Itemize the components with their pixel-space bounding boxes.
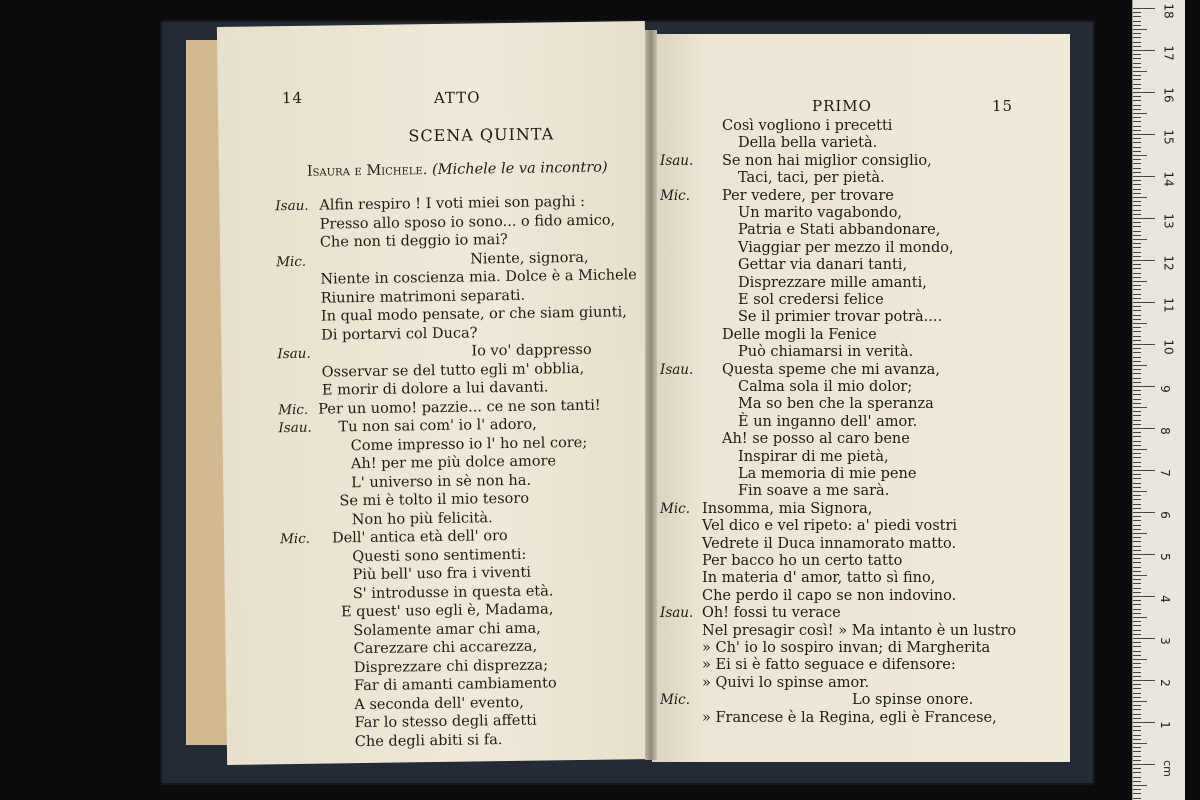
ruler-tick: [1133, 747, 1141, 748]
verse-line: Più bell' uso fra i viventi: [352, 564, 532, 584]
ruler-tick: [1133, 638, 1155, 639]
ruler-number: 6: [1157, 511, 1172, 519]
ruler-tick: [1133, 512, 1155, 513]
verse-line: Di portarvi col Duca?: [321, 324, 478, 344]
ruler-tick: [1133, 8, 1155, 9]
ruler-tick: [1133, 155, 1147, 156]
ruler-tick: [1133, 168, 1141, 169]
verse-line: Oh! fossi tu verace: [702, 605, 841, 622]
ruler-tick: [1133, 634, 1141, 635]
ruler-tick: [1133, 798, 1141, 799]
ruler-tick: [1133, 226, 1141, 227]
ruler-tick: [1133, 743, 1147, 744]
ruler-number: 7: [1157, 469, 1172, 477]
ruler-tick: [1133, 680, 1155, 681]
ruler-tick: [1133, 403, 1141, 404]
ruler-tick: [1133, 491, 1147, 492]
verse-line: Fin soave a me sarà.: [738, 483, 890, 500]
verse-line: Ah! se posso al caro bene: [722, 431, 910, 448]
ruler-tick: [1133, 554, 1155, 555]
verse-line: Che degli abiti si fa.: [354, 731, 503, 750]
stage-direction: (Michele le va incontro): [431, 159, 608, 179]
ruler-tick: [1133, 785, 1147, 786]
verse-line: Solamente amar chi ama,: [353, 620, 541, 639]
ruler-tick: [1133, 369, 1141, 370]
ruler-tick: [1133, 50, 1155, 51]
ruler-tick: [1133, 684, 1141, 685]
ruler-tick: [1133, 84, 1141, 85]
ruler-tick: [1133, 701, 1147, 702]
ruler-tick: [1133, 663, 1141, 664]
ruler-tick: [1133, 525, 1141, 526]
ruler-tick: [1133, 361, 1141, 362]
ruler-tick: [1133, 306, 1141, 307]
speaker-label: Mic.: [276, 253, 307, 270]
speaker-label: Mic.: [660, 500, 690, 517]
ruler-number: 15: [1161, 129, 1176, 145]
verse-line: Se il primier trovar potrà....: [738, 309, 943, 326]
ruler-tick: [1133, 25, 1141, 26]
ruler-tick: [1133, 777, 1141, 778]
ruler-tick: [1133, 462, 1141, 463]
ruler-number: 8: [1157, 427, 1172, 435]
ruler-tick: [1133, 222, 1141, 223]
verse-line: Taci, taci, per pietà.: [738, 170, 885, 187]
ruler-tick: [1133, 340, 1141, 341]
verse-line: E morir di dolore a lui davanti.: [321, 379, 549, 399]
verse-line: Se mi è tolto il mio tesoro: [339, 490, 530, 510]
verse-line: » Francese è la Regina, egli è Francese,: [702, 709, 997, 726]
ruler-tick: [1133, 428, 1155, 429]
verse-line: Niente, signora,: [470, 249, 589, 268]
ruler-tick: [1133, 348, 1141, 349]
ruler-tick: [1133, 436, 1141, 437]
ruler-tick: [1133, 558, 1141, 559]
speaker-label: Isau.: [660, 361, 694, 378]
ruler-number: 9: [1157, 385, 1172, 393]
ruler-tick: [1133, 96, 1141, 97]
speaker-label: Isau.: [277, 345, 311, 363]
ruler-tick: [1133, 386, 1155, 387]
ruler-tick: [1133, 420, 1141, 421]
ruler-tick: [1133, 289, 1141, 290]
ruler-tick: [1133, 147, 1141, 148]
ruler-tick: [1133, 550, 1141, 551]
ruler-tick: [1133, 210, 1141, 211]
page-number-left: 14: [281, 88, 304, 108]
ruler-tick: [1133, 487, 1141, 488]
ruler-tick: [1133, 239, 1147, 240]
ruler-number: 3: [1157, 637, 1172, 645]
verse-line: Questi sono sentimenti:: [352, 546, 527, 565]
ruler-tick: [1133, 617, 1147, 618]
ruler-tick: [1133, 726, 1141, 727]
ruler-tick: [1133, 54, 1141, 55]
ruler-tick: [1133, 390, 1141, 391]
verse-line: Osservar se del tutto egli m' obblia,: [321, 360, 585, 381]
ruler-tick: [1133, 315, 1141, 316]
verse-line: Io vo' dappresso: [471, 341, 592, 360]
verse-line: Come impresso io l' ho nel core;: [350, 434, 588, 454]
verse-line: Niente in coscienza mia. Dolce è a Michele: [320, 267, 637, 288]
ruler-tick: [1133, 672, 1141, 673]
ruler-tick: [1133, 546, 1141, 547]
characters-names: Isaura e Michele.: [306, 162, 428, 180]
verse-line: Per vedere, per trovare: [722, 187, 894, 204]
verse-line: Inspirar di me pietà,: [738, 448, 889, 465]
ruler-tick: [1133, 247, 1141, 248]
ruler-tick: [1133, 453, 1141, 454]
verse-line: Vel dico e vel ripeto: a' piedi vostri: [702, 518, 958, 535]
ruler-tick: [1133, 730, 1141, 731]
verse-line: Non ho più felicità.: [351, 509, 493, 528]
ruler-tick: [1133, 281, 1147, 282]
ruler-tick: [1133, 46, 1141, 47]
left-page: [217, 21, 655, 765]
ruler-tick: [1133, 142, 1141, 143]
ruler-tick: [1133, 75, 1141, 76]
ruler-tick: [1133, 474, 1141, 475]
ruler-tick: [1133, 113, 1147, 114]
ruler-tick: [1133, 764, 1155, 765]
ruler-tick: [1133, 751, 1141, 752]
ruler-tick: [1133, 588, 1141, 589]
ruler-tick: [1133, 159, 1141, 160]
ruler-tick: [1133, 768, 1141, 769]
ruler-tick: [1133, 151, 1141, 152]
ruler-tick: [1133, 642, 1141, 643]
verse-line: Che perdo il capo se non indovino.: [702, 587, 957, 604]
ruler-tick: [1133, 327, 1141, 328]
ruler-tick: [1133, 79, 1141, 80]
verse-line: L' universo in sè non ha.: [351, 472, 532, 491]
ruler-tick: [1133, 214, 1141, 215]
ruler-tick: [1133, 688, 1141, 689]
verse-line: Tu non sai com' io l' adoro,: [338, 416, 537, 436]
ruler-tick: [1133, 373, 1141, 374]
ruler-tick: [1133, 583, 1141, 584]
ruler-tick: [1133, 411, 1141, 412]
ruler-tick: [1133, 243, 1141, 244]
ruler-tick: [1133, 604, 1141, 605]
ruler-tick: [1133, 357, 1141, 358]
verse-line: Patria e Stati abbandonare,: [738, 222, 941, 239]
verse-line: Che non ti deggio io mai?: [319, 231, 508, 251]
running-header-right: PRIMO: [812, 97, 872, 115]
ruler-tick: [1133, 693, 1141, 694]
ruler-tick: [1133, 470, 1155, 471]
ruler-tick: [1133, 180, 1141, 181]
ruler-tick: [1133, 193, 1141, 194]
characters: [307, 160, 608, 180]
verse-line: Della bella varietà.: [738, 135, 878, 152]
ruler-tick: [1133, 457, 1141, 458]
ruler-tick: [1133, 163, 1141, 164]
ruler-number: 4: [1157, 595, 1172, 603]
ruler-tick: [1133, 184, 1141, 185]
ruler-tick: [1133, 697, 1141, 698]
ruler-tick: [1133, 134, 1155, 135]
ruler-tick: [1133, 331, 1141, 332]
ruler-tick: [1133, 201, 1141, 202]
ruler-tick: [1133, 100, 1141, 101]
ruler-tick: [1133, 483, 1141, 484]
ruler-number: 12: [1161, 255, 1176, 271]
verse-line: In qual modo pensate, or che siam giunti,: [320, 304, 627, 325]
speaker-label: Mic.: [279, 530, 311, 548]
ruler-tick: [1133, 441, 1141, 442]
ruler-tick: [1133, 63, 1141, 64]
ruler-tick: [1133, 575, 1147, 576]
ruler-tick: [1133, 138, 1141, 139]
verse-line: Nel presagir così! » Ma intanto è un lustro: [702, 622, 1017, 639]
ruler-tick: [1133, 302, 1155, 303]
speaker-label: Isau.: [660, 152, 694, 169]
ruler-tick: [1133, 378, 1141, 379]
verse-line: Viaggiar per mezzo il mondo,: [738, 239, 954, 256]
ruler-tick: [1133, 625, 1141, 626]
ruler-tick: [1133, 336, 1141, 337]
verse-line: Questa speme che mi avanza,: [722, 361, 940, 378]
ruler-tick: [1133, 676, 1141, 677]
ruler-tick: [1133, 567, 1141, 568]
ruler-number: 11: [1161, 297, 1176, 313]
ruler-tick: [1133, 37, 1141, 38]
ruler-tick: [1133, 130, 1141, 131]
verse-line: Dell' antica età dell' oro: [331, 528, 508, 547]
ruler-tick: [1133, 705, 1141, 706]
ruler-tick: [1133, 294, 1141, 295]
ruler-tick: [1133, 537, 1141, 538]
ruler-number: 17: [1161, 45, 1176, 61]
verse-line: Può chiamarsi in verità.: [738, 344, 914, 361]
ruler-tick: [1133, 478, 1141, 479]
ruler-tick: [1133, 67, 1141, 68]
ruler-tick: [1133, 21, 1141, 22]
ruler-tick: [1133, 655, 1141, 656]
ruler-tick: [1133, 445, 1141, 446]
ruler-tick: [1133, 651, 1141, 652]
speaker-label: Mic.: [278, 401, 309, 418]
ruler-tick: [1133, 33, 1141, 34]
ruler-tick: [1133, 12, 1141, 13]
verse-line: S' introdusse in questa età.: [352, 582, 554, 602]
ruler-tick: [1133, 432, 1141, 433]
ruler-number: 2: [1157, 679, 1172, 687]
ruler-tick: [1133, 16, 1141, 17]
ruler-tick: [1133, 260, 1155, 261]
ruler-tick: [1133, 176, 1155, 177]
ruler-unit: cm: [1160, 760, 1174, 777]
verse-line: Per un uomo! pazzie... ce ne son tanti!: [318, 397, 601, 418]
verse-line: Far lo stesso degli affetti: [354, 712, 537, 732]
verse-line: Disprezzare mille amanti,: [738, 274, 927, 291]
verse-line: Un marito vagabondo,: [738, 205, 903, 221]
ruler-tick: [1133, 504, 1141, 505]
speaker-label: Mic.: [660, 187, 690, 204]
ruler-tick: [1133, 529, 1141, 530]
ruler-tick: [1133, 42, 1141, 43]
ruler-tick: [1133, 760, 1141, 761]
ruler-tick: [1133, 659, 1147, 660]
ruler-tick: [1133, 739, 1141, 740]
running-header-left: ATTO: [433, 88, 481, 107]
ruler-tick: [1133, 709, 1141, 710]
verse-line: Riunire matrimoni separati.: [320, 287, 526, 307]
ruler-tick: [1133, 756, 1141, 757]
ruler-tick: [1133, 344, 1155, 345]
verse-line: Ma so ben che la speranza: [738, 396, 934, 413]
verse-line: In materia d' amor, tatto sì fino,: [702, 570, 936, 587]
ruler-number: 13: [1161, 213, 1176, 229]
speaker-label: Isau.: [278, 419, 312, 437]
ruler-tick: [1133, 105, 1141, 106]
ruler-tick: [1133, 495, 1141, 496]
verse-line: E sol credersi felice: [738, 292, 884, 308]
ruler-tick: [1133, 273, 1141, 274]
verse-line: Così vogliono i precetti: [722, 118, 893, 134]
verse-line: Calma sola il mio dolor;: [738, 379, 913, 395]
ruler-tick: [1133, 382, 1141, 383]
ruler-tick: [1133, 172, 1141, 173]
ruler-tick: [1133, 781, 1141, 782]
speaker-label: Isau.: [275, 197, 309, 215]
ruler-tick: [1133, 92, 1155, 93]
ruler-tick: [1133, 735, 1141, 736]
ruler-tick: [1133, 424, 1141, 425]
ruler-tick: [1133, 646, 1141, 647]
ruler-tick: [1133, 596, 1155, 597]
ruler-number: 5: [1157, 553, 1172, 561]
ruler-number: 16: [1161, 87, 1176, 103]
ruler-tick: [1133, 508, 1141, 509]
verse-line: Gettar via danari tanti,: [738, 257, 908, 274]
ruler-tick: [1133, 407, 1147, 408]
verse-line: Disprezzare chi disprezza;: [353, 656, 549, 676]
ruler-tick: [1133, 714, 1141, 715]
ruler-tick: [1133, 256, 1141, 257]
ruler-tick: [1133, 466, 1141, 467]
verse-line: Delle mogli la Fenice: [722, 326, 877, 343]
ruler-tick: [1133, 205, 1141, 206]
ruler-tick: [1133, 58, 1141, 59]
verse-line: Alfin respiro ! I voti miei son paghi :: [319, 193, 586, 214]
ruler-tick: [1133, 793, 1141, 794]
scene-title: SCENA QUINTA: [408, 124, 555, 146]
verse-line: Se non hai miglior consiglio,: [722, 152, 932, 169]
ruler-tick: [1133, 29, 1147, 30]
ruler-tick: [1133, 189, 1141, 190]
verse-line: Carezzare chi accarezza,: [353, 638, 538, 658]
ruler-tick: [1133, 520, 1141, 521]
ruler-tick: [1133, 126, 1141, 127]
ruler-number: 18: [1161, 3, 1176, 19]
ruler-tick: [1133, 609, 1141, 610]
ruler-tick: [1133, 394, 1141, 395]
ruler-tick: [1133, 592, 1141, 593]
verse-line: Lo spinse onore.: [852, 692, 974, 709]
ruler-tick: [1133, 319, 1141, 320]
verse-line: » Ch' io lo sospiro invan; di Margherita: [702, 640, 991, 656]
verse-line: Far di amanti cambiamento: [353, 675, 557, 695]
ruler-tick: [1133, 630, 1141, 631]
ruler-tick: [1133, 71, 1147, 72]
ruler-tick: [1133, 562, 1141, 563]
right-page: [652, 34, 1070, 762]
ruler-tick: [1133, 621, 1141, 622]
ruler-tick: [1133, 600, 1141, 601]
ruler-number: 1: [1157, 721, 1172, 729]
ruler-tick: [1133, 352, 1141, 353]
ruler-tick: [1133, 449, 1147, 450]
measuring-ruler: [1132, 0, 1185, 800]
ruler-tick: [1133, 310, 1141, 311]
verse-line: Ah! per me più dolce amore: [350, 453, 557, 473]
ruler-tick: [1133, 285, 1141, 286]
verse-line: A seconda dell' evento,: [354, 694, 524, 713]
ruler-tick: [1133, 277, 1141, 278]
ruler-number: 10: [1161, 339, 1176, 355]
ruler-tick: [1133, 789, 1141, 790]
ruler-tick: [1133, 516, 1141, 517]
speaker-label: Isau.: [660, 605, 694, 622]
ruler-tick: [1133, 571, 1141, 572]
ruler-tick: [1133, 218, 1155, 219]
ruler-tick: [1133, 264, 1141, 265]
verse-line: E quest' uso egli è, Madama,: [340, 601, 554, 621]
ruler-number: 14: [1161, 171, 1176, 187]
verse-line: Presso allo sposo io sono... o fido amico,: [319, 211, 616, 233]
ruler-tick: [1133, 117, 1141, 118]
ruler-tick: [1133, 365, 1147, 366]
ruler-tick: [1133, 121, 1141, 122]
ruler-tick: [1133, 231, 1141, 232]
ruler-tick: [1133, 197, 1147, 198]
ruler-tick: [1133, 722, 1155, 723]
ruler-tick: [1133, 533, 1147, 534]
book-gutter: [645, 30, 657, 760]
verse-line: » Quivi lo spinse amor.: [702, 674, 870, 691]
ruler-tick: [1133, 499, 1141, 500]
ruler-tick: [1133, 718, 1141, 719]
verse-line: Per bacco ho un certo tatto: [702, 553, 903, 569]
ruler-tick: [1133, 579, 1141, 580]
ruler-tick: [1133, 252, 1141, 253]
ruler-tick: [1133, 88, 1141, 89]
ruler-tick: [1133, 323, 1147, 324]
verse-line: Insomma, mia Signora,: [702, 500, 873, 517]
verse-line: La memoria di mie pene: [738, 466, 917, 482]
verse-line: » Ei si è fatto seguace e difensore:: [702, 657, 956, 674]
page-number-right: 15: [992, 97, 1014, 115]
ruler-tick: [1133, 772, 1141, 773]
ruler-tick: [1133, 268, 1141, 269]
ruler-tick: [1133, 667, 1141, 668]
verse-line: È un inganno dell' amor.: [738, 413, 918, 430]
ruler-tick: [1133, 109, 1141, 110]
speaker-label: Mic.: [660, 692, 690, 709]
ruler-tick: [1133, 415, 1141, 416]
ruler-tick: [1133, 541, 1141, 542]
ruler-tick: [1133, 298, 1141, 299]
ruler-tick: [1133, 613, 1141, 614]
ruler-tick: [1133, 235, 1141, 236]
verse-line: Vedrete il Duca innamorato matto.: [702, 535, 957, 552]
ruler-tick: [1133, 399, 1141, 400]
